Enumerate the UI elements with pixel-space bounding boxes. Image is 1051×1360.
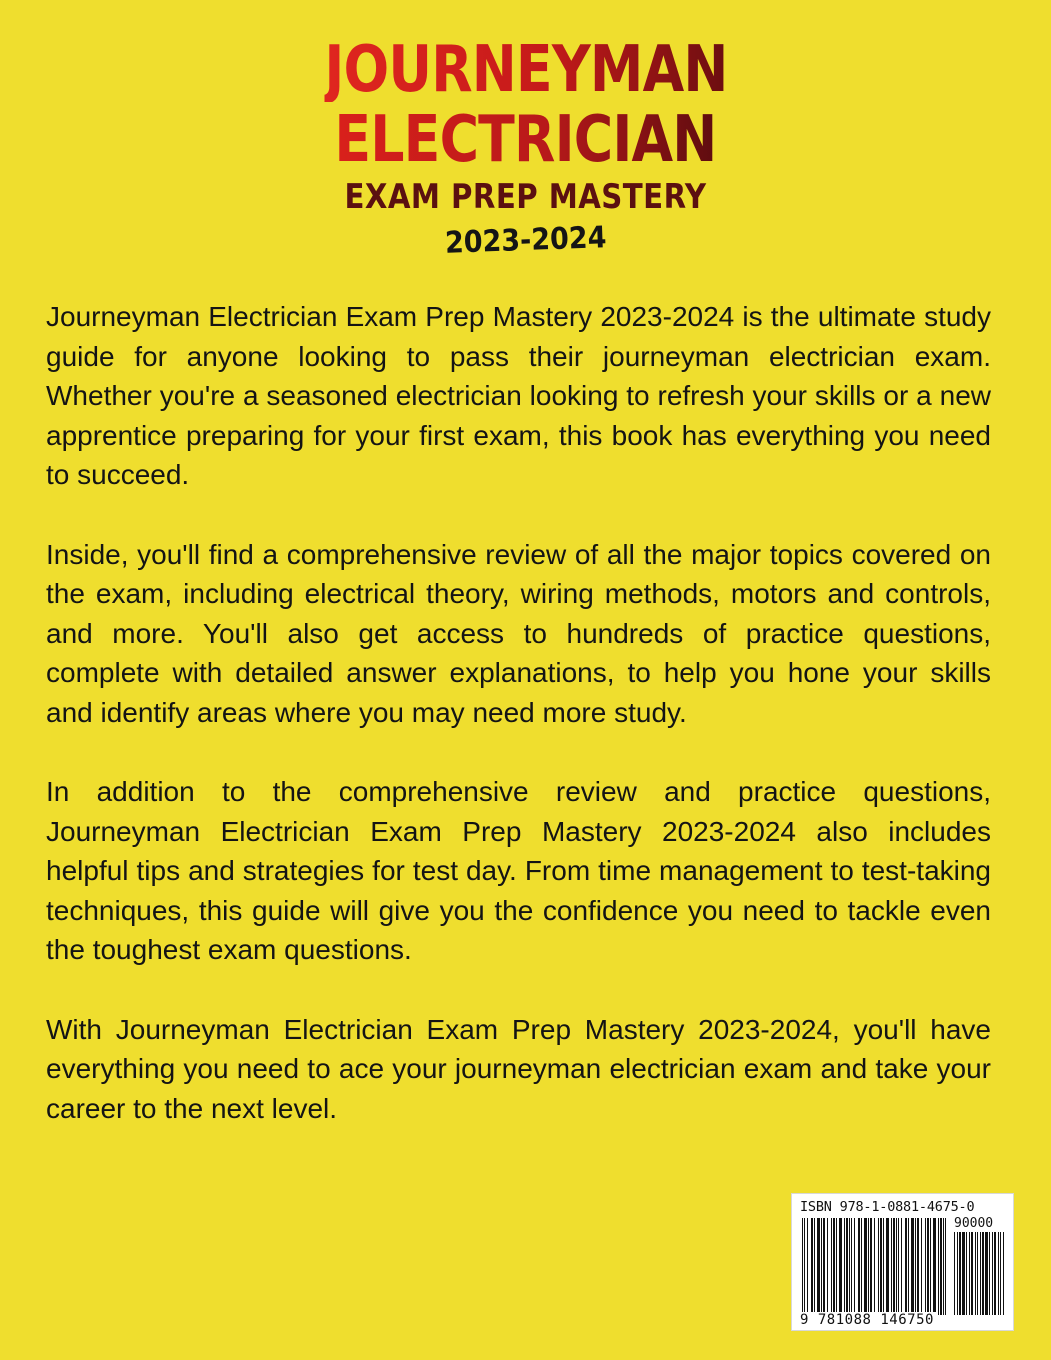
barcode-addon-bars bbox=[954, 1232, 1004, 1315]
barcode-bar bbox=[994, 1232, 996, 1315]
barcode-bar bbox=[998, 1232, 999, 1315]
price-code: 90000 bbox=[954, 1216, 994, 1231]
barcode-bar bbox=[908, 1218, 909, 1315]
barcode-bar bbox=[844, 1218, 845, 1315]
barcode-bar bbox=[971, 1232, 973, 1315]
barcode-bar bbox=[886, 1218, 889, 1315]
barcode-bar bbox=[989, 1232, 990, 1315]
barcode-bar bbox=[854, 1218, 855, 1315]
barcode-bar bbox=[814, 1218, 815, 1315]
barcode-main-bars bbox=[802, 1218, 948, 1315]
title-electrician: ELECTRICIAN bbox=[334, 103, 717, 177]
subtitle-exam-prep-mastery: EXAM PREP MASTERY bbox=[344, 177, 707, 217]
barcode-bar bbox=[945, 1218, 946, 1315]
barcode-bar bbox=[880, 1218, 882, 1315]
barcode-bar bbox=[933, 1218, 936, 1315]
barcode-bar bbox=[1000, 1232, 1001, 1315]
barcode-bar bbox=[898, 1218, 899, 1315]
barcode-bar bbox=[821, 1218, 822, 1315]
description-paragraph-2: Inside, you'll find a comprehensive review of all the major topics covered on the exam, including electrical theory, wiring methods, motors and controls, and more. You'll also get access to hundreds of practice questions, complete with detailed answer explanations, to help you hone your skills and identify areas where you may need more study. bbox=[46, 538, 991, 728]
barcode-bar bbox=[827, 1218, 828, 1315]
cover-title-block bbox=[0, 33, 1051, 261]
barcode-bar bbox=[804, 1218, 805, 1315]
barcode-bar bbox=[891, 1218, 892, 1315]
barcode-bar bbox=[1003, 1232, 1004, 1315]
isbn-barcode bbox=[791, 1193, 1014, 1331]
barcode-bar bbox=[874, 1218, 875, 1315]
barcode-bar bbox=[831, 1218, 832, 1315]
description-paragraph-3: In addition to the comprehensive review and practice questions, Journeyman Electrician Exam Prep Mastery 2023-2024 also includes helpful tips and strategies for test day. From time management to test-taking techniques, this guide will give you the confidence you need to tackle even the toughest exam questions. bbox=[46, 776, 991, 965]
barcode-bar bbox=[893, 1218, 895, 1315]
barcode-bar bbox=[864, 1218, 867, 1315]
barcode-bar bbox=[957, 1232, 958, 1315]
barcode-bar bbox=[985, 1232, 988, 1315]
barcode-bar bbox=[915, 1218, 916, 1315]
barcode-bar bbox=[807, 1218, 808, 1315]
barcode-bar bbox=[938, 1218, 939, 1315]
barcode-bar bbox=[917, 1218, 919, 1315]
barcode-bar bbox=[896, 1218, 897, 1315]
barcode-bar bbox=[927, 1218, 929, 1315]
barcode-bar bbox=[975, 1232, 976, 1315]
barcode-bar bbox=[959, 1232, 961, 1315]
book-description bbox=[46, 297, 991, 1168]
description-paragraph-4: With Journeyman Electrician Exam Prep Mastery 2023-2024, you'll have everything you need to ace your journeyman electrician exam and take your career to the next level. bbox=[46, 1013, 991, 1124]
barcode-bar bbox=[911, 1218, 914, 1315]
barcode-bar bbox=[930, 1218, 931, 1315]
barcode-bar bbox=[823, 1218, 825, 1315]
barcode-bar bbox=[870, 1218, 872, 1315]
barcode-bar bbox=[878, 1218, 879, 1315]
barcode-bar bbox=[839, 1218, 842, 1315]
barcode-bar bbox=[977, 1232, 978, 1315]
barcode-bar bbox=[980, 1232, 981, 1315]
barcode-bar bbox=[858, 1218, 860, 1315]
barcode-bar bbox=[868, 1218, 869, 1315]
barcode-bar bbox=[966, 1232, 967, 1315]
isbn-number: ISBN 978-1-0881-4675-0 bbox=[800, 1199, 975, 1215]
barcode-bar bbox=[940, 1218, 942, 1315]
barcode-bar bbox=[883, 1218, 884, 1315]
barcode-bar bbox=[943, 1218, 944, 1315]
ean-digits: 9 781088 146750 bbox=[800, 1312, 934, 1328]
barcode-bar bbox=[982, 1232, 984, 1315]
barcode-bar bbox=[962, 1232, 965, 1315]
barcode-bar bbox=[817, 1218, 820, 1315]
barcode-bar bbox=[925, 1218, 926, 1315]
barcode-bar bbox=[921, 1218, 922, 1315]
barcode-bar bbox=[846, 1218, 848, 1315]
barcode-bar bbox=[954, 1232, 955, 1315]
barcode-bar bbox=[811, 1218, 813, 1315]
title-journeyman: JOURNEYMAN bbox=[323, 33, 728, 107]
barcode-bar bbox=[849, 1218, 850, 1315]
description-paragraph-1: Journeyman Electrician Exam Prep Mastery 2023-2024 is the ultimate study guide for anyone looking to pass their journeyman electrician exam. Whether you're a seasoned electrician looking to refresh your skills or a new apprentice preparing for your first exam, this book has everything you need to succeed. bbox=[46, 301, 991, 490]
title-year: 2023-2024 bbox=[444, 220, 607, 261]
barcode-bar bbox=[802, 1218, 803, 1315]
barcode-bar bbox=[901, 1218, 902, 1315]
barcode-bar bbox=[992, 1232, 993, 1315]
barcode-bar bbox=[905, 1218, 907, 1315]
barcode-bar bbox=[861, 1218, 862, 1315]
barcode-bar bbox=[833, 1218, 835, 1315]
barcode-bar bbox=[836, 1218, 837, 1315]
barcode-bar bbox=[969, 1232, 970, 1315]
barcode-bar bbox=[851, 1218, 852, 1315]
